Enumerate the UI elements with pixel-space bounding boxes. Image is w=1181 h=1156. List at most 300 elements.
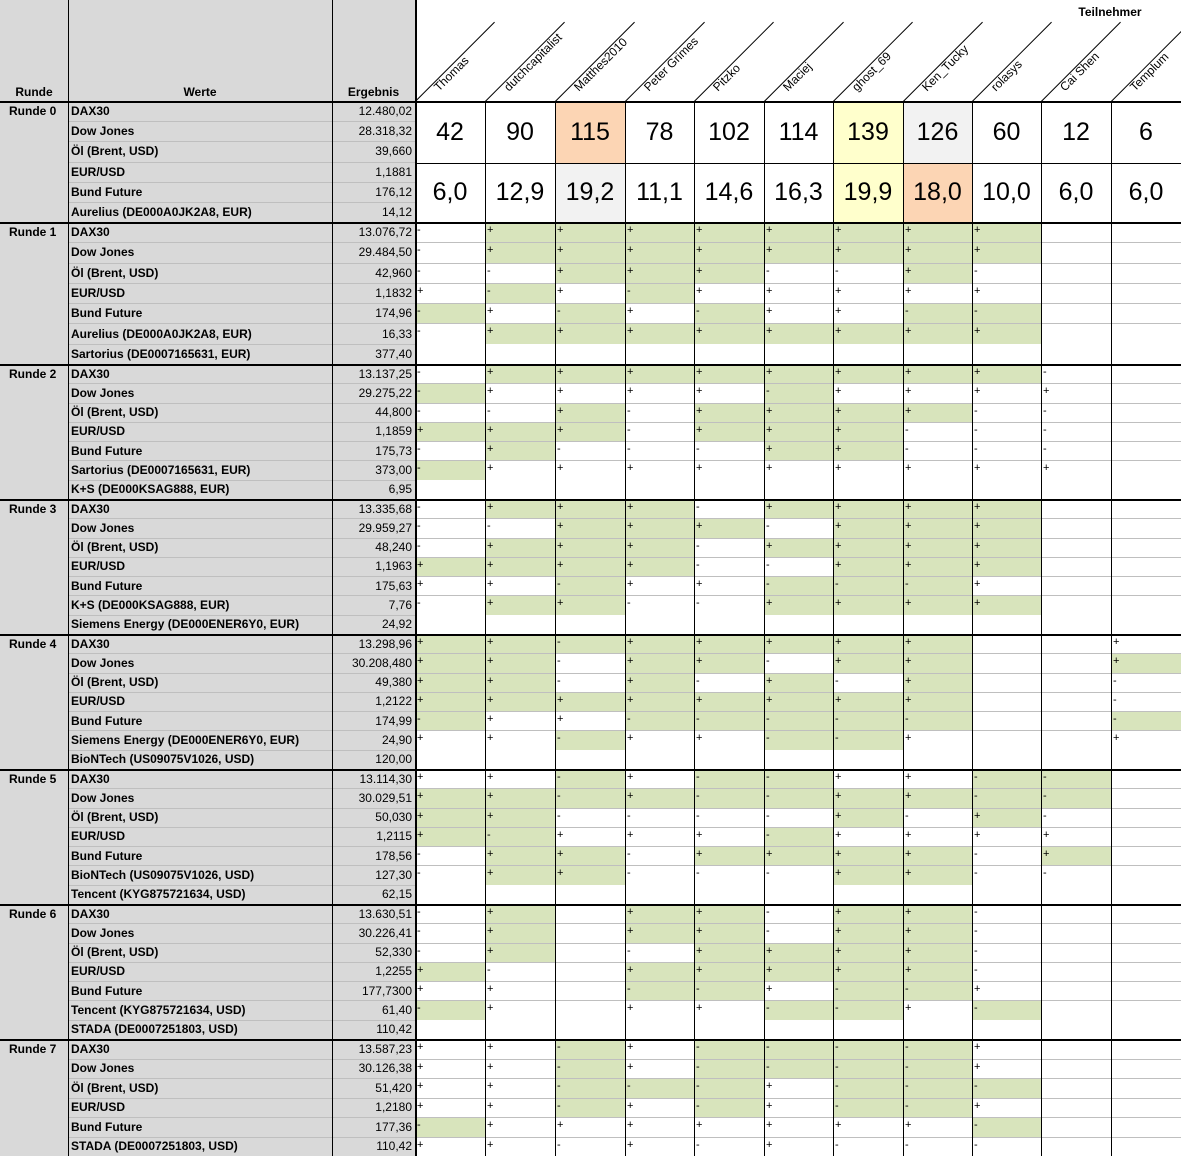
asset-name: Sartorius (DE0007165631, EUR) <box>68 344 332 364</box>
prediction-mark: - <box>555 1098 625 1118</box>
prediction-mark: + <box>415 788 485 807</box>
prediction-mark: - <box>833 673 903 692</box>
prediction-mark: + <box>485 634 555 653</box>
prediction-mark: - <box>415 923 485 942</box>
prediction-mark: + <box>903 1000 972 1019</box>
participant-name-0: Thomas <box>431 53 472 94</box>
prediction-mark <box>1041 576 1111 595</box>
prediction-mark: + <box>555 222 625 242</box>
prediction-mark <box>1041 323 1111 343</box>
asset-name: DAX30 <box>68 769 332 788</box>
participant-column-line <box>903 101 904 1156</box>
participant-column-line <box>1041 101 1042 1156</box>
prediction-mark: - <box>764 827 833 846</box>
prediction-mark: + <box>485 242 555 262</box>
prediction-mark: + <box>485 1078 555 1098</box>
prediction-mark: - <box>555 1137 625 1156</box>
prediction-mark: + <box>555 557 625 576</box>
prediction-mark: + <box>415 576 485 595</box>
prediction-mark: + <box>764 634 833 653</box>
prediction-mark: + <box>555 692 625 711</box>
prediction-mark: + <box>485 303 555 323</box>
prediction-mark: + <box>625 499 694 518</box>
row-line <box>68 202 415 203</box>
prediction-mark: + <box>485 323 555 343</box>
prediction-mark: + <box>555 827 625 846</box>
prediction-mark: - <box>694 788 764 807</box>
participant-column-line <box>972 101 973 1156</box>
prediction-mark: + <box>972 518 1041 537</box>
prediction-mark: - <box>694 1098 764 1118</box>
prediction-mark: - <box>555 788 625 807</box>
prediction-mark: + <box>694 730 764 749</box>
prediction-mark: + <box>903 788 972 807</box>
prediction-mark: - <box>1041 441 1111 460</box>
prediction-mark: + <box>485 1137 555 1156</box>
round-separator <box>0 499 1181 501</box>
prediction-mark <box>555 981 625 1000</box>
asset-value: 29.484,50 <box>332 242 415 262</box>
prediction-mark: + <box>694 460 764 479</box>
prediction-mark: + <box>415 827 485 846</box>
prediction-mark <box>1111 1098 1181 1118</box>
asset-name: Öl (Brent, USD) <box>68 263 332 283</box>
row-line <box>68 141 415 142</box>
asset-name: Tencent (KYG875721634, USD) <box>68 885 332 904</box>
asset-value: 6,95 <box>332 480 415 499</box>
prediction-mark: + <box>625 1000 694 1019</box>
prediction-mark: + <box>764 692 833 711</box>
prediction-mark: - <box>694 441 764 460</box>
prediction-mark <box>1111 962 1181 981</box>
participant-name-9: Cai Shen <box>1057 49 1102 94</box>
prediction-mark: - <box>903 808 972 827</box>
prediction-mark: + <box>625 222 694 242</box>
asset-name: DAX30 <box>68 101 332 121</box>
prediction-mark <box>1041 538 1111 557</box>
column-line <box>332 0 333 1156</box>
prediction-mark: - <box>485 518 555 537</box>
prediction-mark: + <box>485 904 555 923</box>
prediction-mark: + <box>833 460 903 479</box>
prediction-mark: - <box>415 1000 485 1019</box>
prediction-mark: - <box>833 1098 903 1118</box>
prediction-mark: + <box>625 242 694 262</box>
prediction-mark: - <box>625 283 694 303</box>
asset-name: Öl (Brent, USD) <box>68 538 332 557</box>
prediction-mark: - <box>972 962 1041 981</box>
asset-value: 7,76 <box>332 595 415 614</box>
prediction-mark: + <box>625 576 694 595</box>
asset-value: 51,420 <box>332 1078 415 1098</box>
header-teilnehmer: Teilnehmer <box>1078 5 1142 19</box>
prediction-mark: + <box>555 499 625 518</box>
prediction-mark: + <box>833 557 903 576</box>
prediction-mark: + <box>833 283 903 303</box>
prediction-mark <box>1041 595 1111 614</box>
prediction-mark: + <box>555 422 625 441</box>
prediction-mark: - <box>694 769 764 788</box>
prediction-mark: + <box>1041 827 1111 846</box>
prediction-mark: - <box>972 904 1041 923</box>
prediction-mark: + <box>485 460 555 479</box>
prediction-mark: + <box>694 364 764 383</box>
asset-value: 28.318,32 <box>332 121 415 141</box>
asset-name: EUR/USD <box>68 827 332 846</box>
prediction-mark: + <box>485 923 555 942</box>
prediction-mark: - <box>694 1137 764 1156</box>
asset-name: Dow Jones <box>68 1059 332 1079</box>
prediction-mark: - <box>833 1059 903 1079</box>
prediction-mark: - <box>555 730 625 749</box>
prediction-mark: + <box>625 557 694 576</box>
prediction-mark: - <box>625 981 694 1000</box>
prediction-mark: + <box>833 441 903 460</box>
prediction-mark: + <box>764 538 833 557</box>
prediction-mark: + <box>833 923 903 942</box>
prediction-mark: + <box>764 499 833 518</box>
prediction-mark: - <box>903 1078 972 1098</box>
prediction-mark: + <box>485 730 555 749</box>
prediction-mark <box>972 692 1041 711</box>
prediction-mark: - <box>555 1059 625 1079</box>
asset-name: DAX30 <box>68 634 332 653</box>
prediction-mark: - <box>764 576 833 595</box>
round-label-6: Runde 6 <box>0 904 68 1039</box>
prediction-mark: + <box>694 962 764 981</box>
prediction-mark: - <box>555 653 625 672</box>
prediction-mark: - <box>485 827 555 846</box>
prediction-mark: + <box>625 904 694 923</box>
prediction-mark: + <box>485 943 555 962</box>
asset-value: 13.630,51 <box>332 904 415 923</box>
participant-points: 126 <box>903 101 972 163</box>
row-line <box>68 885 415 886</box>
participant-column-line <box>694 101 695 1156</box>
participant-name-3: Peter Grimes <box>641 34 701 94</box>
participant-average: 12,9 <box>485 163 555 222</box>
prediction-mark: + <box>903 692 972 711</box>
prediction-mark: + <box>485 1039 555 1059</box>
round-label-4: Runde 4 <box>0 634 68 769</box>
prediction-mark: + <box>555 518 625 537</box>
prediction-mark: + <box>625 1059 694 1079</box>
prediction-mark: + <box>694 242 764 262</box>
prediction-mark: - <box>694 303 764 323</box>
asset-name: Aurelius (DE000A0JK2A8, EUR) <box>68 202 332 222</box>
prediction-mark <box>1041 1059 1111 1079</box>
asset-name: Tencent (KYG875721634, USD) <box>68 1000 332 1019</box>
prediction-mark <box>1111 303 1181 323</box>
prediction-mark: - <box>415 904 485 923</box>
prediction-mark: - <box>972 923 1041 942</box>
prediction-mark: - <box>972 846 1041 865</box>
prediction-mark: - <box>764 730 833 749</box>
participant-average: 16,3 <box>764 163 833 222</box>
prediction-mark: + <box>764 441 833 460</box>
asset-name: DAX30 <box>68 1039 332 1059</box>
asset-value: 24,90 <box>332 730 415 749</box>
prediction-mark: - <box>625 422 694 441</box>
prediction-mark: + <box>903 323 972 343</box>
prediction-mark: + <box>415 283 485 303</box>
prediction-mark <box>1111 1000 1181 1019</box>
row-line <box>68 615 415 616</box>
prediction-mark: - <box>972 1137 1041 1156</box>
round-separator <box>0 364 1181 366</box>
asset-value: 110,42 <box>332 1020 415 1039</box>
asset-name: K+S (DE000KSAG888, EUR) <box>68 595 332 614</box>
participant-points: 12 <box>1041 101 1111 163</box>
asset-value: 16,33 <box>332 323 415 343</box>
asset-name: STADA (DE0007251803, USD) <box>68 1137 332 1156</box>
prediction-mark: - <box>833 1078 903 1098</box>
prediction-mark: - <box>972 303 1041 323</box>
asset-name: Aurelius (DE000A0JK2A8, EUR) <box>68 323 332 343</box>
prediction-mark: + <box>972 283 1041 303</box>
prediction-mark: + <box>625 460 694 479</box>
prediction-mark: - <box>764 865 833 884</box>
header-ergebnis: Ergebnis <box>332 0 415 101</box>
prediction-mark <box>1111 263 1181 283</box>
prediction-mark: + <box>625 962 694 981</box>
prediction-mark: + <box>903 865 972 884</box>
asset-value: 1,1832 <box>332 283 415 303</box>
prediction-mark: + <box>903 962 972 981</box>
prediction-mark: + <box>625 923 694 942</box>
prediction-mark: + <box>833 943 903 962</box>
asset-name: Öl (Brent, USD) <box>68 673 332 692</box>
participant-points: 114 <box>764 101 833 163</box>
prediction-mark <box>972 711 1041 730</box>
prediction-mark: + <box>694 518 764 537</box>
prediction-mark <box>555 962 625 981</box>
prediction-mark <box>555 943 625 962</box>
prediction-mark: + <box>833 788 903 807</box>
prediction-mark <box>1041 673 1111 692</box>
asset-name: EUR/USD <box>68 283 332 303</box>
prediction-mark: - <box>415 441 485 460</box>
prediction-mark: + <box>415 730 485 749</box>
prediction-mark: + <box>694 634 764 653</box>
asset-name: Siemens Energy (DE000ENER6Y0, EUR) <box>68 615 332 634</box>
round-separator <box>0 634 1181 636</box>
prediction-mark: - <box>903 303 972 323</box>
prediction-mark: - <box>764 1039 833 1059</box>
prediction-mark: + <box>833 518 903 537</box>
prediction-mark: + <box>555 711 625 730</box>
prediction-mark <box>1111 576 1181 595</box>
prediction-mark: + <box>833 808 903 827</box>
asset-name: BioNTech (US09075V1026, USD) <box>68 865 332 884</box>
asset-name: Sartorius (DE0007165631, EUR) <box>68 460 332 479</box>
column-line <box>415 0 417 1156</box>
asset-name: Bund Future <box>68 441 332 460</box>
prediction-mark: + <box>625 692 694 711</box>
asset-value: 120,00 <box>332 750 415 769</box>
asset-name: K+S (DE000KSAG888, EUR) <box>68 480 332 499</box>
prediction-mark: + <box>625 323 694 343</box>
prediction-mark: + <box>555 364 625 383</box>
participant-average: 19,9 <box>833 163 903 222</box>
asset-name: DAX30 <box>68 904 332 923</box>
header-runde: Runde <box>0 0 68 101</box>
asset-name: Dow Jones <box>68 653 332 672</box>
prediction-mark: + <box>415 1039 485 1059</box>
prediction-mark: - <box>903 981 972 1000</box>
prediction-mark: - <box>972 1078 1041 1098</box>
prediction-mark <box>1111 1117 1181 1137</box>
prediction-mark <box>1111 808 1181 827</box>
prediction-mark <box>555 923 625 942</box>
asset-value: 177,7300 <box>332 981 415 1000</box>
asset-value: 176,12 <box>332 182 415 202</box>
prediction-mark: - <box>972 441 1041 460</box>
prediction-mark: + <box>415 1059 485 1079</box>
asset-value: 177,36 <box>332 1117 415 1137</box>
prediction-mark: + <box>485 441 555 460</box>
prediction-mark <box>1041 943 1111 962</box>
participant-points: 115 <box>555 101 625 163</box>
prediction-mark: + <box>764 673 833 692</box>
prediction-mark: + <box>1111 634 1181 653</box>
prediction-mark: - <box>555 1039 625 1059</box>
prediction-mark: + <box>833 595 903 614</box>
prediction-mark: + <box>485 788 555 807</box>
prediction-mark <box>1041 263 1111 283</box>
prediction-mark: + <box>903 283 972 303</box>
prediction-mark: + <box>833 422 903 441</box>
prediction-mark: - <box>694 865 764 884</box>
prediction-mark: + <box>625 1039 694 1059</box>
participant-column-line <box>485 101 486 1156</box>
prediction-mark: + <box>555 538 625 557</box>
round-label-3: Runde 3 <box>0 499 68 634</box>
asset-name: DAX30 <box>68 222 332 242</box>
prediction-mark: + <box>694 692 764 711</box>
prediction-mark: + <box>485 865 555 884</box>
prediction-mark: + <box>625 634 694 653</box>
prediction-mark: + <box>903 904 972 923</box>
asset-value: 30.029,51 <box>332 788 415 807</box>
asset-value: 175,63 <box>332 576 415 595</box>
asset-name: Öl (Brent, USD) <box>68 403 332 422</box>
prediction-mark: + <box>485 1000 555 1019</box>
participant-column-line <box>555 101 556 1156</box>
prediction-mark: + <box>764 846 833 865</box>
participant-points: 78 <box>625 101 694 163</box>
asset-value: 1,2122 <box>332 692 415 711</box>
prediction-mark: + <box>833 1117 903 1137</box>
prediction-mark: + <box>555 865 625 884</box>
prediction-mark: - <box>903 422 972 441</box>
prediction-mark <box>972 653 1041 672</box>
prediction-mark: - <box>415 403 485 422</box>
prediction-mark: - <box>415 595 485 614</box>
prediction-mark <box>1111 827 1181 846</box>
prediction-mark <box>1111 222 1181 242</box>
prediction-mark: - <box>625 808 694 827</box>
prediction-mark: - <box>764 923 833 942</box>
prediction-mark: - <box>694 1078 764 1098</box>
prediction-mark <box>1111 364 1181 383</box>
round-separator <box>0 1039 1181 1041</box>
prediction-mark: + <box>415 653 485 672</box>
prediction-mark: + <box>485 653 555 672</box>
prediction-mark <box>972 673 1041 692</box>
asset-name: Bund Future <box>68 182 332 202</box>
prediction-mark <box>1111 788 1181 807</box>
asset-name: Dow Jones <box>68 518 332 537</box>
asset-value: 110,42 <box>332 1137 415 1156</box>
prediction-mark: + <box>555 263 625 283</box>
prediction-mark: - <box>1041 422 1111 441</box>
prediction-mark: + <box>903 653 972 672</box>
prediction-mark: - <box>625 441 694 460</box>
prediction-mark: + <box>415 981 485 1000</box>
asset-value: 62,15 <box>332 885 415 904</box>
prediction-mark: + <box>972 538 1041 557</box>
prediction-mark: - <box>1111 711 1181 730</box>
prediction-mark <box>1041 499 1111 518</box>
prediction-mark: + <box>903 518 972 537</box>
asset-value: 13.076,72 <box>332 222 415 242</box>
prediction-mark <box>1111 403 1181 422</box>
prediction-mark: + <box>694 323 764 343</box>
asset-name: Dow Jones <box>68 923 332 942</box>
prediction-mark: - <box>485 962 555 981</box>
prediction-mark: - <box>764 711 833 730</box>
prediction-mark <box>555 904 625 923</box>
participant-name-6: ghost_69 <box>849 49 894 94</box>
prediction-mark: + <box>1111 730 1181 749</box>
prediction-mark: - <box>972 943 1041 962</box>
prediction-mark: - <box>764 788 833 807</box>
prediction-mark: + <box>764 962 833 981</box>
prediction-mark <box>1041 1000 1111 1019</box>
prediction-mark: - <box>694 673 764 692</box>
prediction-mark: + <box>833 904 903 923</box>
prediction-mark: + <box>625 1137 694 1156</box>
asset-name: Bund Future <box>68 711 332 730</box>
prediction-mark <box>1111 1059 1181 1079</box>
prediction-mark: + <box>625 827 694 846</box>
prediction-mark: + <box>694 576 764 595</box>
prediction-mark: + <box>903 403 972 422</box>
prediction-mark: - <box>833 1137 903 1156</box>
prediction-mark: - <box>1041 769 1111 788</box>
asset-name: EUR/USD <box>68 557 332 576</box>
prediction-mark <box>1041 923 1111 942</box>
prediction-mark: + <box>833 499 903 518</box>
prediction-mark: + <box>903 943 972 962</box>
header-werte: Werte <box>68 0 332 101</box>
prediction-mark: + <box>485 595 555 614</box>
prediction-mark: + <box>903 499 972 518</box>
prediction-mark: + <box>415 692 485 711</box>
prediction-mark: - <box>555 808 625 827</box>
prediction-mark: + <box>555 403 625 422</box>
prediction-mark: - <box>415 323 485 343</box>
prediction-mark: - <box>415 263 485 283</box>
prediction-mark <box>1111 923 1181 942</box>
prediction-mark: + <box>485 673 555 692</box>
prediction-mark: + <box>764 981 833 1000</box>
prediction-mark <box>1041 634 1111 653</box>
prediction-mark: - <box>625 403 694 422</box>
asset-value: 30.126,38 <box>332 1059 415 1079</box>
prediction-mark: + <box>485 692 555 711</box>
